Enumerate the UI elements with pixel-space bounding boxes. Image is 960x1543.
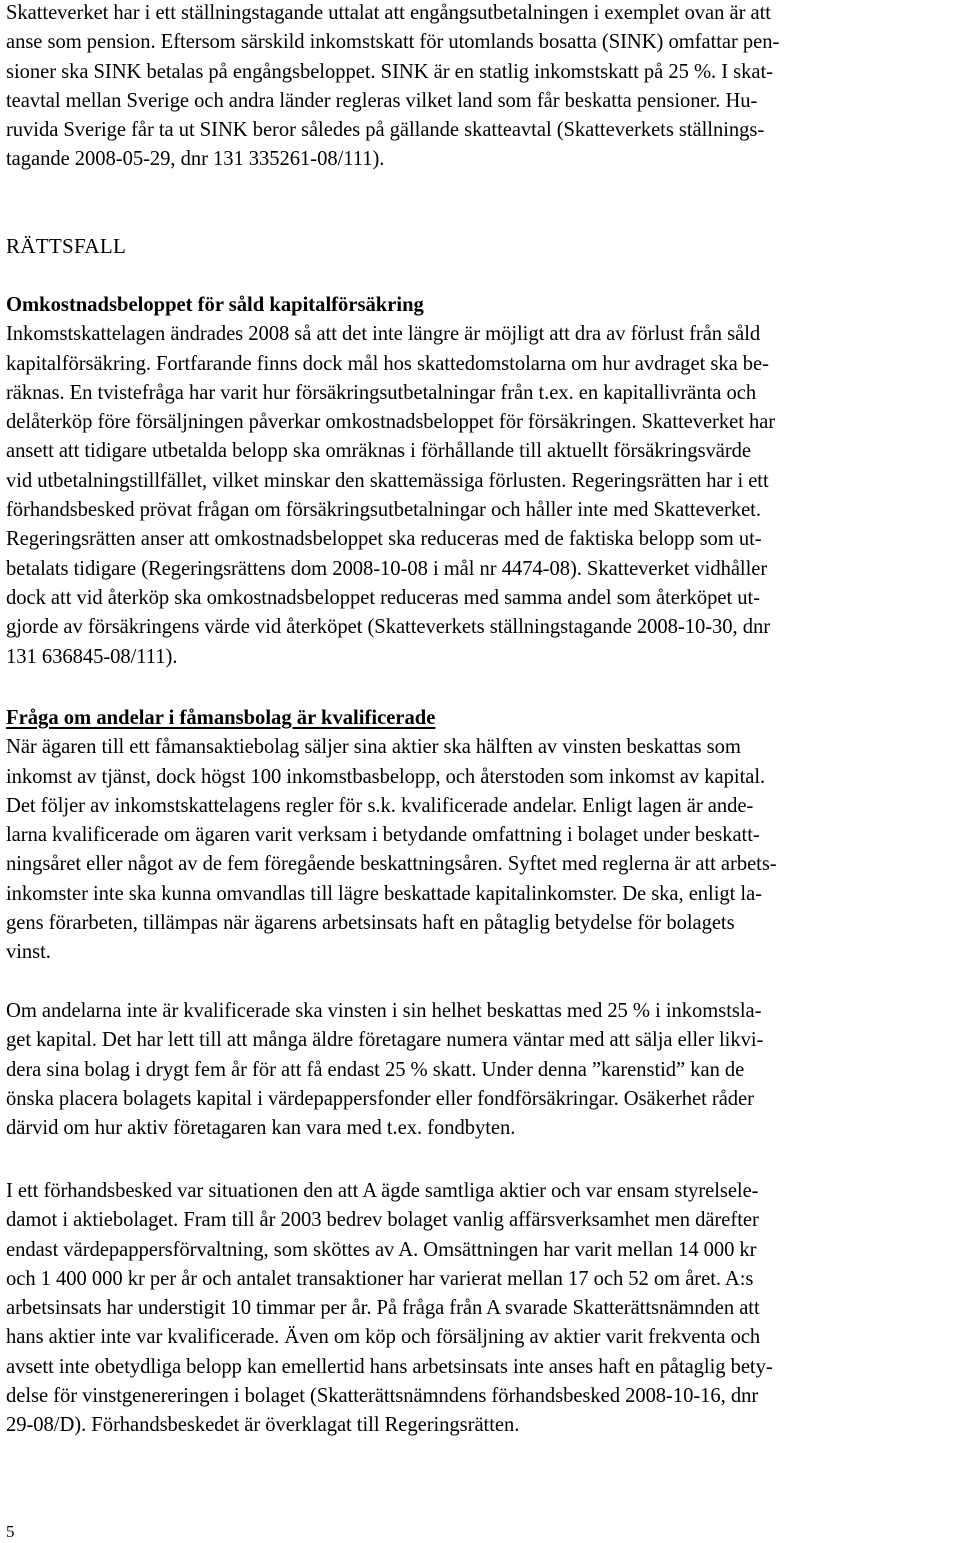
text-line: räknas. En tvistefråga har varit hur försäkringsutbetalningar från t.ex. en kapitallivränta och: [6, 381, 757, 404]
text-line: larna kvalificerade om ägaren varit verksam i betydande omfattning i bolaget under beskatt-: [6, 824, 760, 847]
text-line: och 1 400 000 kr per år och antalet transaktioner har varierat mellan 17 och 52 om året. A:s: [6, 1267, 754, 1290]
text-line: När ägaren till ett fåmansaktiebolag säljer sina aktier ska hälften av vinsten beskattas som: [6, 736, 741, 759]
text-line: dera sina bolag i drygt fem år för att få endast 25 % skatt. Under denna ”karenstid” kan de: [6, 1058, 745, 1081]
text-line: gens förarbeten, tillämpas när ägarens arbetsinsats haft en påtaglig betydelse för bolagets: [6, 912, 735, 935]
paragraph: [6, 733, 954, 967]
text-line: förhandsbesked prövat frågan om försäkringsutbetalningar och håller inte med Skatteverket.: [6, 499, 761, 522]
text-line: Det följer av inkomstskattelagens regler för s.k. kvalificerade andelar. Enligt lagen är ande-: [6, 794, 754, 817]
text-line: Skatteverket har i ett ställningstagande uttalat att engångsutbetalningen i exemplet ovan är att: [6, 2, 771, 24]
text-line: önska placera bolagets kapital i värdepappersfonder eller fondförsäkringar. Osäkerhet råder: [6, 1087, 754, 1110]
text-line: anse som pension. Eftersom särskild inkomstskatt för utomlands bosatta (SINK) omfattar pen-: [6, 31, 780, 54]
text-line: Regeringsrätten anser att omkostnadsbeloppet ska reduceras med de faktiska belopp som ut-: [6, 528, 762, 551]
text-line: tagande 2008-05-29, dnr 131 335261-08/111).: [6, 148, 385, 171]
text-line: endast värdepappersförvaltning, som sköttes av A. Omsättningen har varit mellan 14 000 kr: [6, 1238, 757, 1261]
text-line: Inkomstskattelagen ändrades 2008 så att det inte längre är möjligt att dra av förlust från såld: [6, 323, 761, 346]
text-line: avsett inte obetydliga belopp kan emellertid hans arbetsinsats inte anses haft en påtaglig bety-: [6, 1355, 773, 1378]
text-line: inkomst av tjänst, dock högst 100 inkomstbasbelopp, och återstoden som inkomst av kapital.: [6, 765, 766, 788]
text-line: arbetsinsats har understigit 10 timmar per år. På fråga från A svarade Skatterättsnämnden att: [6, 1297, 760, 1320]
text-line: get kapital. Det har lett till att många äldre företagare numera väntar med att sälja eller likvi-: [6, 1029, 764, 1052]
page-number: 5: [6, 1522, 15, 1541]
text-line: gjorde av försäkringens värde vid återköpet (Skatteverkets ställningstagande 2008-10-30, dnr: [6, 616, 771, 639]
paragraph: [6, 997, 954, 1143]
case-heading-text: Fråga om andelar i fåmansbolag är kvalificerade: [6, 707, 436, 729]
case-famansbolag: [6, 704, 954, 968]
text-line: damot i aktiebolaget. Fram till år 2003 bedrev bolaget vanlig affärsverksamhet men därefter: [6, 1209, 759, 1232]
text-line: ansett att tidigare utbetalda belopp ska omräknas i förhållande till aktuellt försäkringsvärde: [6, 440, 752, 463]
text-line: Om andelarna inte är kvalificerade ska vinsten i sin helhet beskattas med 25 % i inkomstsla-: [6, 1000, 762, 1022]
text-line: inkomster inte ska kunna omvandlas till lägre beskattade kapitalinkomster. De ska, enligt la-: [6, 882, 762, 905]
text-line: I ett förhandsbesked var situationen den att A ägde samtliga aktier och var ensam styrelsele-: [6, 1180, 759, 1202]
text-line: teavtal mellan Sverige och andra länder regleras vilket land som får beskatta pensioner. Hu-: [6, 89, 758, 112]
text-line: sioner ska SINK betalas på engångsbeloppet. SINK är en statlig inkomstskatt på 25 %. I skat-: [6, 60, 773, 83]
case-heading: [6, 704, 954, 733]
text-line: 131 636845-08/111).: [6, 645, 178, 668]
text-line: delse för vinstgenereringen i bolaget (Skatterättsnämndens förhandsbesked 2008-10-16, dnr: [6, 1385, 759, 1408]
case-omkostnadsbelopp: [6, 291, 954, 672]
section-label: RÄTTSFALL: [6, 234, 127, 258]
text-line: delåterköp före försäljningen påverkar omkostnadsbeloppet för försäkringen. Skatteverket har: [6, 411, 776, 434]
text-line: vid utbetalningstillfället, vilket minskar den skattemässiga förlusten. Regeringsrätten har i ett: [6, 469, 769, 492]
text-line: ningsåret eller något av de fem föregående beskattningsåren. Syftet med reglerna är att arbets-: [6, 853, 777, 876]
case-heading: Omkostnadsbeloppet för såld kapitalförsäkring: [6, 294, 424, 316]
text-line: dock att vid återköp ska omkostnadsbeloppet reduceras med samma andel som återköpet ut-: [6, 586, 760, 609]
paragraph: [6, 1177, 954, 1441]
text-line: därvid om hur aktiv företagaren kan vara med t.ex. fondbyten.: [6, 1117, 516, 1140]
text-line: hans aktier inte var kvalificerade. Även om köp och försäljning av aktier varit frekventa och: [6, 1326, 761, 1349]
text-line: vinst.: [6, 941, 51, 964]
text-line: 29-08/D). Förhandsbeskedet är överklagat till Regeringsrätten.: [6, 1414, 520, 1437]
text-line: kapitalförsäkring. Fortfarande finns dock mål hos skattedomstolarna om hur avdraget ska be-: [6, 352, 769, 375]
text-line: betalats tidigare (Regeringsrättens dom 2008-10-08 i mål nr 4474-08). Skatteverket vidhåller: [6, 557, 768, 580]
text-line: ruvida Sverige får ta ut SINK beror således på gällande skatteavtal (Skatteverkets ställnings-: [6, 119, 765, 142]
intro-paragraph: [6, 0, 954, 175]
